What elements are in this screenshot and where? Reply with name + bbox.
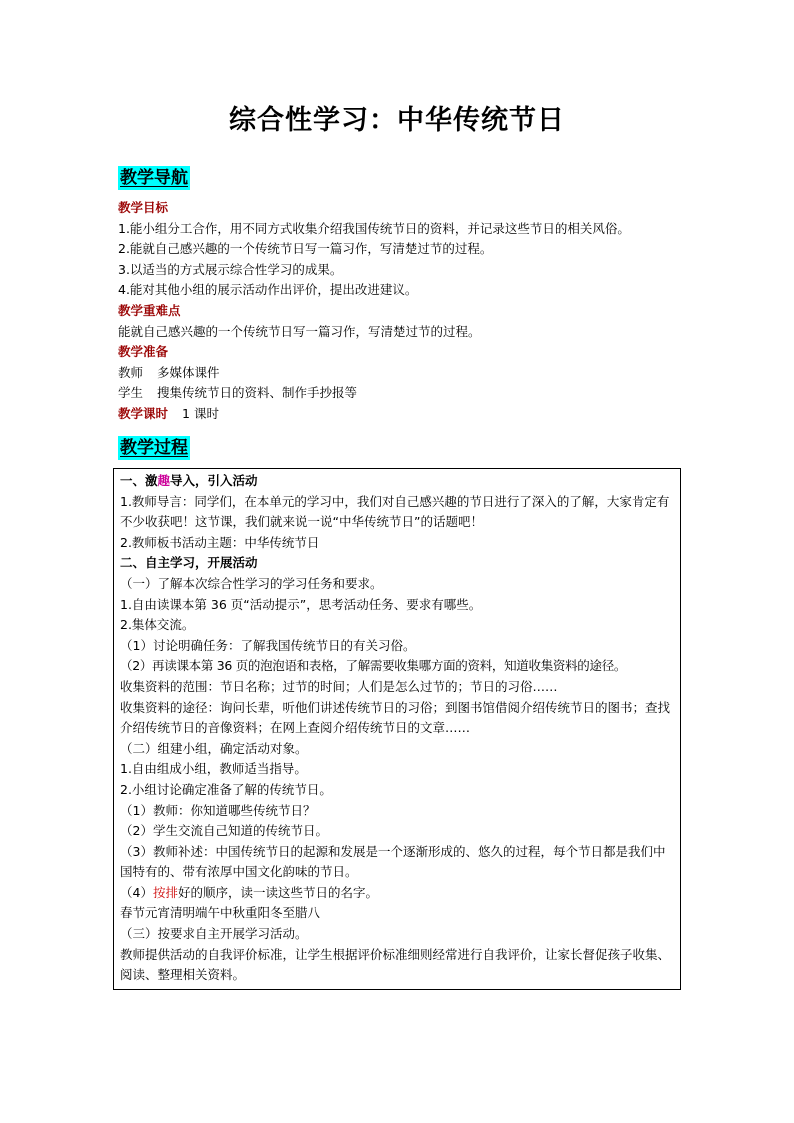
prep-student-text: 搜集传统节日的资料、制作手抄报等 — [157, 385, 358, 401]
prep-teacher-text: 多媒体课件 — [157, 364, 220, 380]
goal-item: 3.以适当的方式展示综合性学习的成果。 — [118, 261, 343, 277]
goal-item: 4.能对其他小组的展示活动作出评价，提出改进建议。 — [118, 282, 418, 298]
key-points-text: 能就自己感兴趣的一个传统节日写一篇习作，写清楚过节的过程。 — [118, 323, 481, 339]
process-line: （1）教师：你知道哪些传统节日？ — [120, 802, 316, 818]
goal-item: 2.能就自己感兴趣的一个传统节日写一篇习作，写清楚过节的过程。 — [118, 241, 493, 257]
process-line: 教师提供活动的自我评价标准，让学生根据评价标准细则经常进行自我评价，让家长督促孩子收集、阅读、整理相关资料。 — [120, 946, 671, 983]
preparation-title: 教学准备 — [118, 344, 169, 360]
process-paragraph: 2.教师板书活动主题：中华传统节日 — [120, 534, 320, 550]
prep-teacher-label: 教师 — [118, 364, 144, 380]
process-line: （1）讨论明确任务：了解我国传统节日的有关习俗。 — [120, 637, 416, 653]
process-box — [113, 468, 681, 990]
nav-section — [118, 198, 688, 425]
section-heading-nav: 教学导航 — [120, 168, 188, 188]
prep-student — [118, 383, 688, 404]
process-line: （三）按要求自主开展学习活动。 — [120, 926, 308, 942]
process-line-b: 好的顺序，读一读这些节日的名字。 — [177, 884, 378, 900]
process-line — [120, 883, 676, 904]
festival-list: 春节元宵清明端午中秋重阳冬至腊八 — [120, 905, 321, 921]
part1-heading — [120, 471, 676, 492]
page-title: 综合性学习：中华传统节日 — [229, 105, 565, 136]
process-paragraph: 1.教师导言：同学们，在本单元的学习中，我们对自己感兴趣的节日进行了深入的了解，大家肯定有不少收获吧！这节课，我们就来说一说“中华传统节日”的话题吧！ — [120, 493, 670, 530]
section-heading-process: 教学过程 — [120, 438, 188, 458]
goals-title: 教学目标 — [118, 200, 169, 215]
process-line: 1.自由组成小组，教师适当指导。 — [120, 761, 307, 777]
process-line-highlight: 按排 — [152, 884, 178, 900]
process-line: （2）学生交流自己知道的传统节日。 — [120, 823, 328, 839]
goal-item: 1.能小组分工合作，用不同方式收集介绍我国传统节日的资料，并记录这些节日的相关风俗。 — [118, 220, 630, 236]
part1-heading-a: 一、激 — [120, 473, 158, 488]
class-hours-text: 1 课时 — [182, 405, 219, 421]
part1-heading-b: 导入，引入活动 — [170, 473, 258, 488]
part1-heading-highlight: 趣 — [157, 473, 171, 488]
process-line: （3）教师补述：中国传统节日的起源和发展是一个逐渐形成的、悠久的过程，每个节日都是我们中国特有的、带有浓厚中国文化韵味的节日。 — [120, 843, 666, 880]
process-line: 收集资料的途径：询问长辈，听他们讲述传统节日的习俗；到图书馆借阅介绍传统节日的图书；查找介绍传统节日的音像资料；在网上查阅介绍传统节日的文章…… — [120, 699, 671, 736]
class-hours — [118, 404, 688, 425]
process-line: （二）组建小组，确定活动对象。 — [120, 740, 308, 756]
key-points-title: 教学重难点 — [118, 302, 181, 318]
prep-student-label: 学生 — [118, 385, 144, 401]
class-hours-title: 教学课时 — [118, 405, 169, 421]
process-line: 2.集体交流。 — [120, 617, 195, 633]
part2-heading: 二、自主学习，开展活动 — [120, 555, 258, 571]
process-line: （一）了解本次综合性学习的学习任务和要求。 — [120, 575, 383, 591]
process-line-a: （4） — [120, 884, 153, 900]
prep-teacher — [118, 363, 688, 384]
process-line: 1.自由读课本第 36 页“活动提示”，思考活动任务、要求有哪些。 — [120, 596, 482, 612]
process-line: 2.小组讨论确定准备了解的传统节日。 — [120, 781, 332, 797]
process-line: （2）再读课本第 36 页的泡泡语和表格，了解需要收集哪方面的资料，知道收集资料的途径。 — [120, 658, 627, 674]
process-line: 收集资料的范围：节日名称；过节的时间；人们是怎么过节的；节日的习俗…… — [120, 678, 558, 694]
